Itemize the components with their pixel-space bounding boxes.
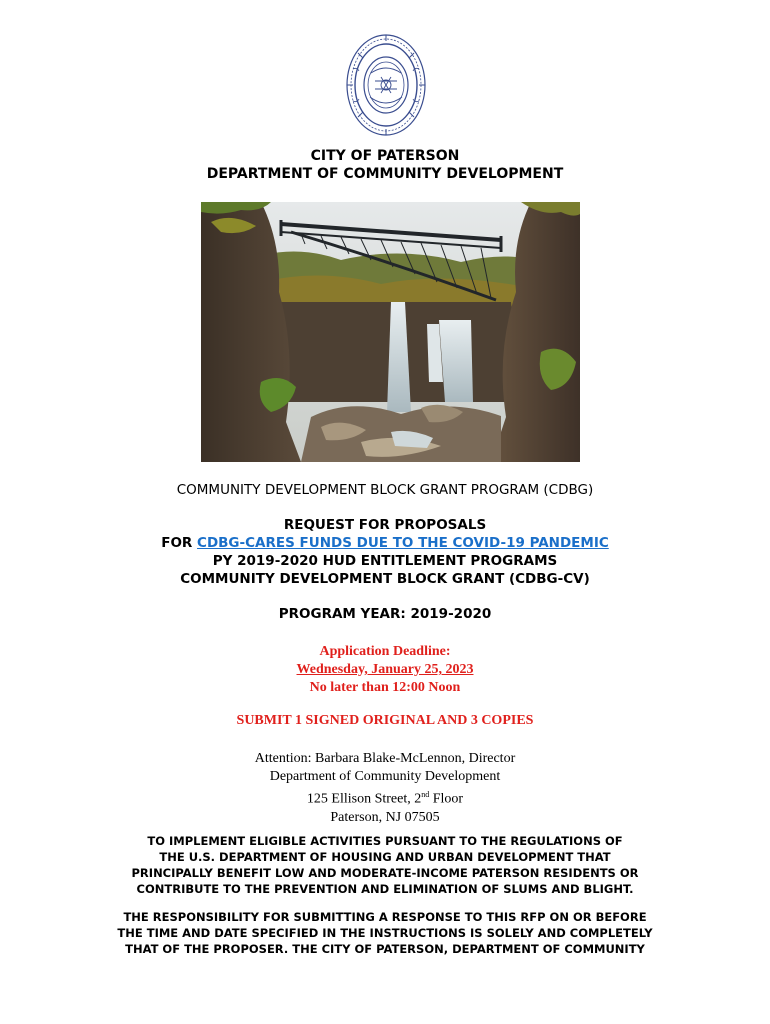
deadline-label: Application Deadline:: [319, 644, 451, 659]
attention-line: Attention: Barbara Blake-McLennon, Director: [254, 751, 516, 766]
waterfall-bridge-photo: [201, 202, 580, 462]
attention-city: Paterson, NJ 07505: [330, 809, 440, 825]
responsibility-line: THE RESPONSIBILITY FOR SUBMITTING A RESPONSE TO THIS RFP ON OR BEFORE: [123, 910, 647, 924]
attention-street: [0, 786, 770, 809]
implement-line: PRINCIPALLY BENEFIT LOW AND MODERATE-INCOME PATERSON RESIDENTS OR: [131, 866, 639, 880]
responsibility-line: THAT OF THE PROPOSER. THE CITY OF PATERSON, DEPARTMENT OF COMMUNITY: [125, 942, 645, 956]
rfp-title: REQUEST FOR PROPOSALS: [283, 517, 487, 533]
rfp-for-prefix: FOR: [161, 535, 198, 551]
submit-instructions: SUBMIT 1 SIGNED ORIGINAL AND 3 COPIES: [236, 713, 534, 728]
py-line: PY 2019-2020 HUD ENTITLEMENT PROGRAMS: [212, 553, 558, 569]
deadline-date: Wednesday, January 25, 2023: [296, 662, 474, 677]
implement-line: THE U.S. DEPARTMENT OF HOUSING AND URBAN DEVELOPMENT THAT: [159, 850, 611, 864]
deadline-time: No later than 12:00 Noon: [309, 680, 461, 695]
street-suffix: Floor: [429, 791, 464, 807]
city-seal-icon: [345, 33, 427, 137]
rfp-for-line: [0, 534, 770, 552]
program-line: COMMUNITY DEVELOPMENT BLOCK GRANT PROGRAM (CDBG): [176, 482, 594, 498]
responsibility-line: THE TIME AND DATE SPECIFIED IN THE INSTRUCTIONS IS SOLELY AND COMPLETELY: [117, 926, 653, 940]
rfp-title-block: [0, 516, 770, 588]
implement-paragraph: [0, 833, 770, 897]
street-sup: nd: [421, 790, 430, 799]
attention-department: Department of Community Development: [269, 769, 501, 784]
header-block: [0, 147, 770, 183]
department-name: DEPARTMENT OF COMMUNITY DEVELOPMENT: [206, 166, 564, 182]
implement-line: TO IMPLEMENT ELIGIBLE ACTIVITIES PURSUANT TO THE REGULATIONS OF: [147, 834, 623, 848]
cdbg-cares-link[interactable]: CDBG-CARES FUNDS DUE TO THE COVID-19 PANDEMIC: [197, 535, 609, 551]
responsibility-paragraph: [0, 909, 770, 957]
deadline-block: [0, 643, 770, 697]
implement-line: CONTRIBUTE TO THE PREVENTION AND ELIMINATION OF SLUMS AND BLIGHT.: [136, 882, 634, 896]
cdbg-cv-line: COMMUNITY DEVELOPMENT BLOCK GRANT (CDBG-CV): [180, 571, 590, 587]
city-name: CITY OF PATERSON: [310, 148, 460, 164]
street-prefix: 125 Ellison Street, 2: [306, 791, 422, 807]
program-year: PROGRAM YEAR: 2019-2020: [278, 606, 492, 622]
attention-block: [0, 750, 770, 827]
